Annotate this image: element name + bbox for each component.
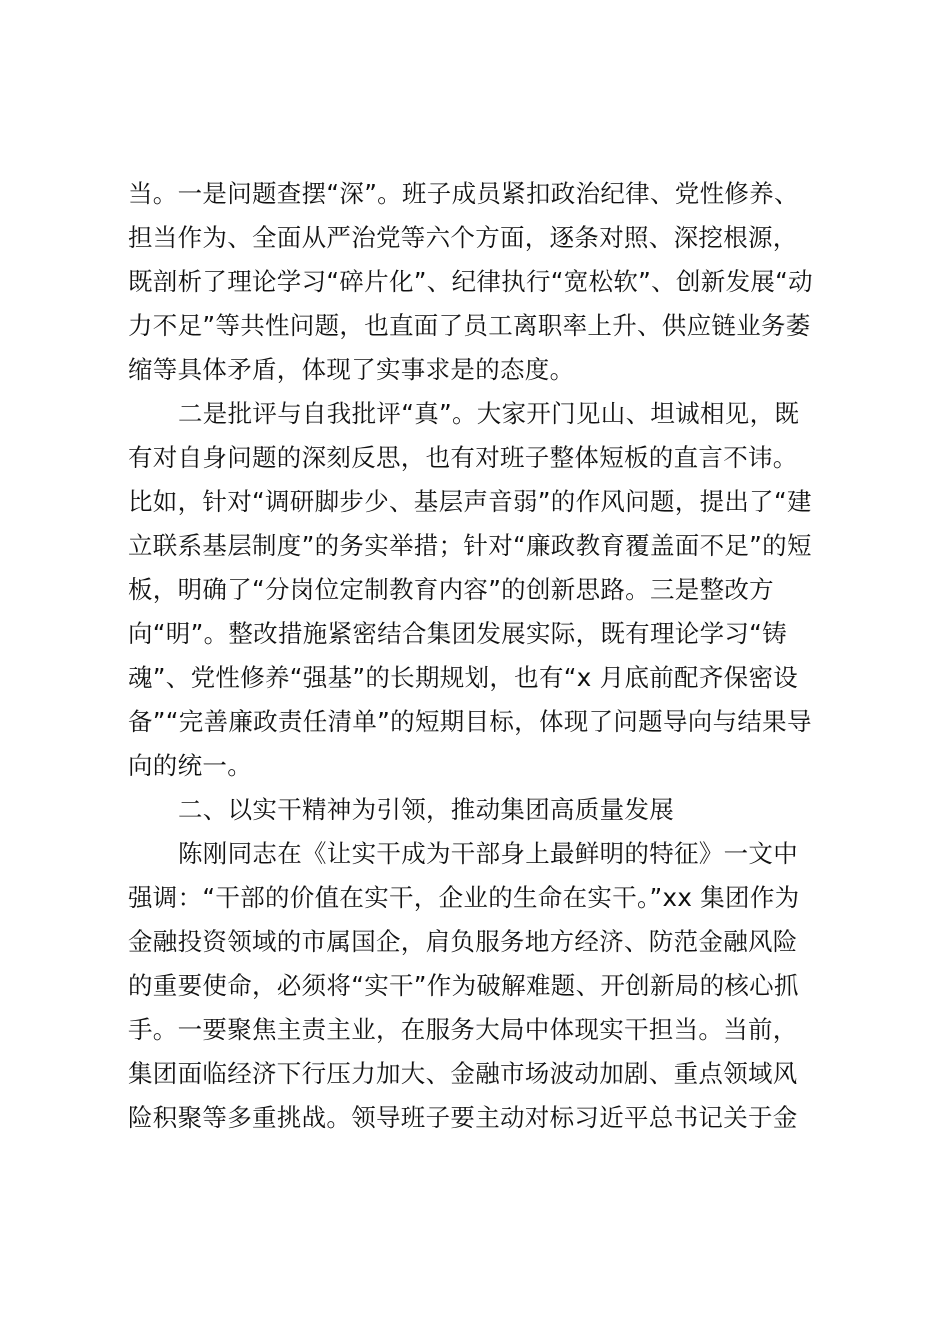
text-line: 险积聚等多重挑战。领导班子要主动对标习近平总书记关于金 [128, 1103, 798, 1132]
text-line: 的重要使命，必须将“实干”作为破解难题、开创新局的核心抓 [128, 971, 799, 1000]
text-line: 魂”、党性修养“强基”的长期规划，也有“x 月底前配齐保密设 [128, 663, 799, 692]
text-line: 缩等具体矛盾，体现了实事求是的态度。 [128, 355, 575, 384]
text-line: 向的统一。 [128, 751, 252, 780]
text-line: 手。一要聚焦主责主业，在服务大局中体现实干担当。当前， [128, 1015, 798, 1044]
text-line: 备”“完善廉政责任清单”的短期目标，体现了问题导向与结果导 [128, 707, 812, 736]
text-line: 担当作为、全面从严治党等六个方面，逐条对照、深挖根源， [128, 223, 798, 252]
text-line: 金融投资领域的市属国企，肩负服务地方经济、防范金融风险 [128, 927, 798, 956]
text-line: 集团面临经济下行压力加大、金融市场波动加剧、重点领域风 [128, 1059, 798, 1088]
text-line: 力不足”等共性问题，也直面了员工离职率上升、供应链业务萎 [128, 311, 811, 340]
text-line: 强调：“干部的价值在实干，企业的生命在实干。”xx 集团作为 [128, 883, 800, 912]
paragraph-start-line: 陈刚同志在《让实干成为干部身上最鲜明的特征》一文中 [178, 839, 798, 868]
text-line: 立联系基层制度”的务实举措；针对“廉政教育覆盖面不足”的短 [128, 531, 812, 560]
text-line: 板，明确了“分岗位定制教育内容”的创新思路。三是整改方 [128, 575, 774, 604]
text-line: 有对自身问题的深刻反思，也有对班子整体短板的直言不讳。 [128, 443, 798, 472]
text-line: 比如，针对“调研脚步少、基层声音弱”的作风问题，提出了“建 [128, 487, 812, 516]
text-line: 既剖析了理论学习“碎片化”、纪律执行“宽松软”、创新发展“动 [128, 267, 813, 296]
text-line: 当。一是问题查摆“深”。班子成员紧扣政治纪律、党性修养、 [128, 179, 799, 208]
paragraph-start-line: 二是批评与自我批评“真”。大家开门见山、坦诚相见，既 [178, 399, 800, 428]
section-heading: 二、以实干精神为引领，推动集团高质量发展 [178, 795, 674, 824]
text-line: 向“明”。整改措施紧密结合集团发展实际，既有理论学习“铸 [128, 619, 787, 648]
